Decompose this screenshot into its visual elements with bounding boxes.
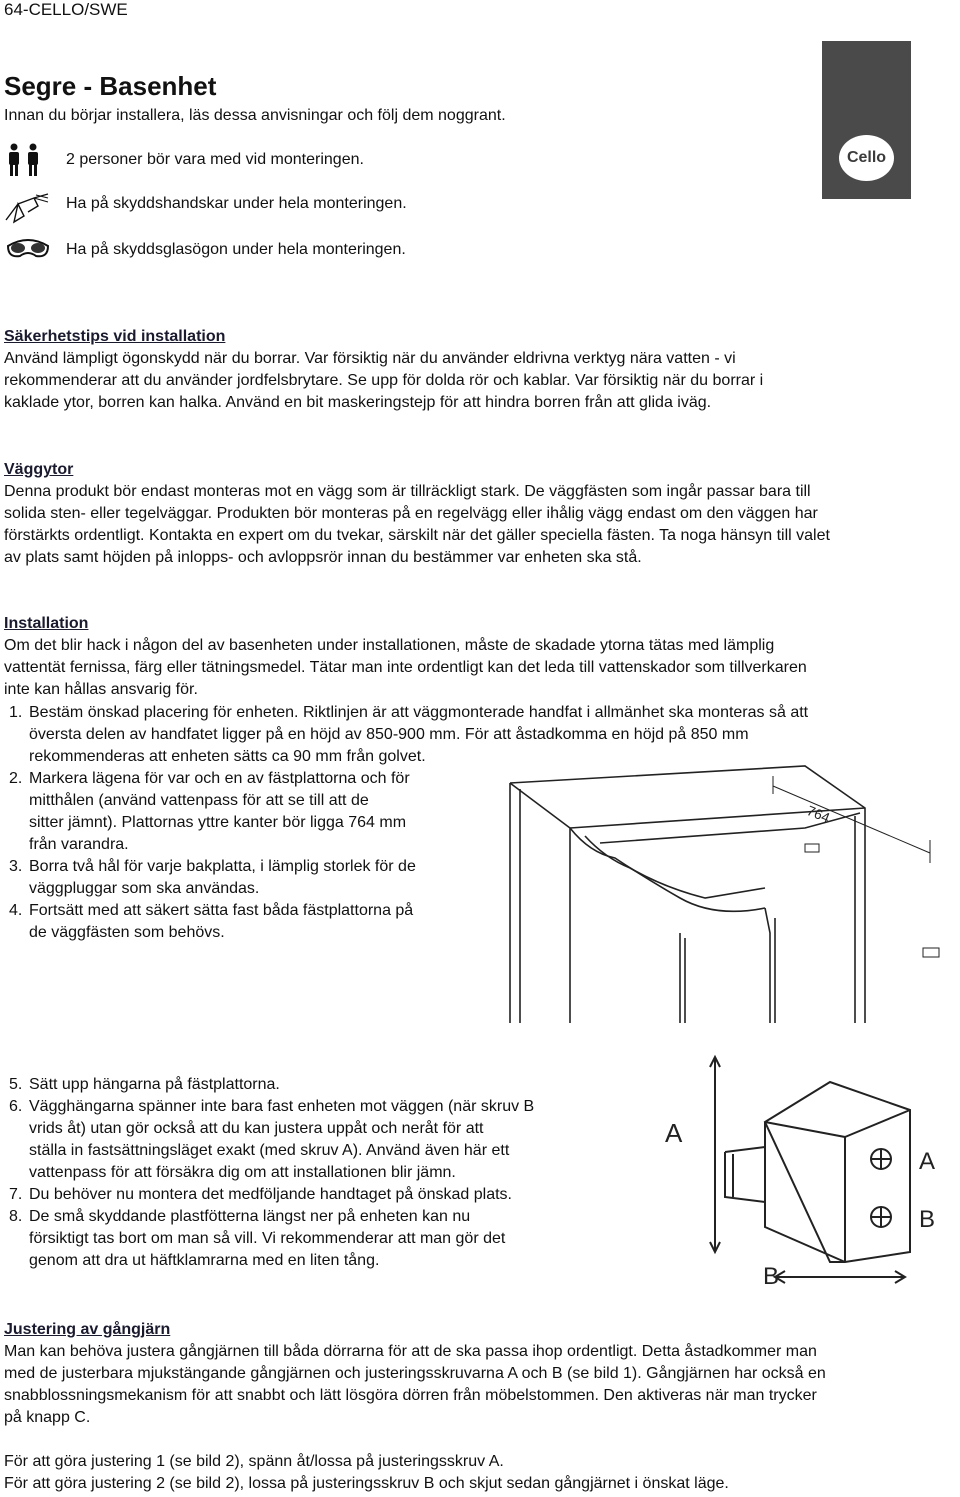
label-b-bottom: B — [763, 1263, 780, 1287]
step-number: 1. — [9, 704, 23, 721]
step-line: ställa in fastsättningsläget exakt (med skruv A). Använd även här ett — [29, 1142, 510, 1159]
step-item — [4, 1074, 624, 1096]
goggles-icon — [4, 236, 52, 260]
document-id: 64-CELLO/SWE — [4, 0, 128, 19]
step-line: De små skyddande plastfötterna längst ner på enheten kan nu — [29, 1208, 471, 1225]
safety-persons-text: 2 personer bör vara med vid monteringen. — [66, 151, 364, 168]
step-item — [4, 768, 494, 856]
step-number: 8. — [9, 1208, 23, 1225]
safety-goggles-text: Ha på skyddsglasögon under hela monteringen. — [66, 241, 406, 258]
step-line: väggpluggar som ska användas. — [29, 880, 260, 897]
logo-badge — [839, 135, 894, 181]
step-item — [4, 1184, 624, 1206]
glove-icon — [4, 190, 50, 224]
step-item — [4, 1096, 624, 1184]
step-number: 3. — [9, 858, 23, 875]
hinges-line: snabblossningsmekanism för att snabbt och lätt lösgöra dörren från möbelstommen. Den aktiveras när man trycker — [4, 1387, 817, 1404]
step-line: Du behöver nu montera det medföljande handtaget på önskad plats. — [29, 1186, 512, 1203]
installation-line: Om det blir hack i någon del av basenheten under installationen, måste de skadade ytorna tätas med lämplig — [4, 637, 775, 654]
step-number: 6. — [9, 1098, 23, 1115]
walls-line: solida sten- eller tegelväggar. Produkten bör monteras på en regelvägg eller ihålig vägg endast om den väggen har — [4, 505, 818, 522]
step-line: Sätt upp hängarna på fästplattorna. — [29, 1076, 280, 1093]
installation-heading: Installation — [4, 615, 89, 632]
step-item — [4, 900, 494, 944]
installation-line: inte kan hållas ansvarig för. — [4, 681, 198, 698]
step-number: 4. — [9, 902, 23, 919]
two-persons-icon — [6, 143, 42, 177]
safety-tips-section — [4, 326, 956, 414]
hinges-line: på knapp C. — [4, 1409, 91, 1426]
bracket-left — [805, 844, 819, 852]
safety-tips-line: kaklade ytor, borren kan halka. Använd en bit maskeringstejp för att hindra borren från att glida iväg. — [4, 394, 712, 411]
step-line: Markera lägena för var och en av fästplattorna och för — [29, 770, 410, 787]
cello-logo — [822, 41, 911, 199]
step-line: vrids åt) utan gör också att du kan justera uppåt och neråt för att — [29, 1120, 484, 1137]
step-line: rekommenderas att enheten sätts ca 90 mm från golvet. — [29, 748, 426, 765]
safety-tips-line: Använd lämpligt ögonskydd när du borrar. Var försiktig när du använder eldrivna verktyg nära vatten - vi — [4, 350, 736, 367]
safety-tips-line: rekommenderar att du använder jordfelsbrytare. Se upp för dolda rör och kablar. Var försiktig när du borrar i — [4, 372, 764, 389]
walls-line: förstärkts ordentligt. Kontakta en expert om du tvekar, särskilt när det gäller speciella fästen. Ta noga hänsyn till valet — [4, 527, 830, 544]
step-number: 5. — [9, 1076, 23, 1093]
cabinet-diagram — [505, 758, 955, 1023]
label-a-left: A — [665, 1118, 683, 1148]
safety-tips-heading: Säkerhetstips vid installation — [4, 328, 226, 345]
step-line: försiktigt tas bort om man så vill. Vi rekommenderar att man gör det — [29, 1230, 506, 1247]
step-number: 2. — [9, 770, 23, 787]
step-line: mitthålen (använd vattenpass för att se till att de — [29, 792, 369, 809]
hinges-line: med de justerbara mjukstängande gångjärnen och justeringsskruvarna A och B (se bild 1). Gångjärnen har också en — [4, 1365, 826, 1382]
hinges-section — [4, 1319, 956, 1495]
step-line: Bestäm önskad placering för enheten. Riktlinjen är att väggmonterade handfat i allmänhet ska monteras så att — [29, 704, 809, 721]
walls-section — [4, 459, 956, 569]
dimension-label: 764 — [804, 802, 833, 826]
step-line: sitter jämnt). Plattornas yttre kanter bör ligga 764 mm — [29, 814, 407, 831]
step-line: Vägghängarna spänner inte bara fast enheten mot väggen (när skruv B — [29, 1098, 535, 1115]
step-line: Borra två hål för varje bakplatta, i lämplig storlek för de — [29, 858, 416, 875]
label-b-right: B — [919, 1206, 936, 1233]
label-a-right: A — [919, 1148, 936, 1175]
hinges-note-1: För att göra justering 1 (se bild 2), spänn åt/lossa på justeringsskruv A. — [4, 1453, 504, 1470]
safety-gloves-text: Ha på skyddshandskar under hela monteringen. — [66, 195, 407, 212]
page-title: Segre - Basenhet — [4, 71, 217, 101]
walls-line: av plats samt höjden på inlopps- och avloppsrör innan du bestämmer var enheten ska stå. — [4, 549, 642, 566]
installation-section — [4, 613, 956, 701]
hinges-note-2: För att göra justering 2 (se bild 2), lossa på justeringsskruv B och skjut sedan gångjärnet i önskat läge. — [4, 1475, 729, 1492]
walls-line: Denna produkt bör endast monteras mot en vägg som är tillräckligt stark. De väggfästen som ingår passar bara till — [4, 483, 811, 500]
step-line: översta delen av handfatet ligger på en höjd av 850-900 mm. För att åstadkomma en höjd på 850 mm — [29, 726, 749, 743]
installation-line: vattentät fernissa, färg eller tätningsmedel. Tätar man inte ordentligt kan det leda till vattenskador som tillverkaren — [4, 659, 807, 676]
logo-text: Cello — [846, 149, 887, 166]
step-line: genom att dra ut häftklamrarna med en liten tång. — [29, 1252, 380, 1269]
step-line: vattenpass för att försäkra dig om att installationen blir jämn. — [29, 1164, 456, 1181]
hinges-heading: Justering av gångjärn — [4, 1321, 171, 1338]
hanger-diagram — [655, 1052, 955, 1287]
screw-a-icon — [871, 1149, 891, 1169]
intro-text: Innan du börjar installera, läs dessa anvisningar och följ dem noggrant. — [4, 107, 506, 124]
bracket-right — [923, 948, 939, 957]
step-line: de väggfästen som behövs. — [29, 924, 225, 941]
screw-b-icon — [871, 1207, 891, 1227]
step-item — [4, 1206, 624, 1272]
hinges-line: Man kan behöva justera gångjärnen till båda dörrarna för att de ska passa ihop ordentligt. Detta åstadkommer man — [4, 1343, 817, 1360]
steps-list-2 — [4, 768, 494, 944]
steps-list-3 — [4, 1074, 624, 1272]
walls-heading: Väggytor — [4, 461, 74, 478]
step-line: Fortsätt med att säkert sätta fast båda fästplattorna på — [29, 902, 414, 919]
step-number: 7. — [9, 1186, 23, 1203]
step-item — [4, 856, 494, 900]
step-line: från varandra. — [29, 836, 129, 853]
